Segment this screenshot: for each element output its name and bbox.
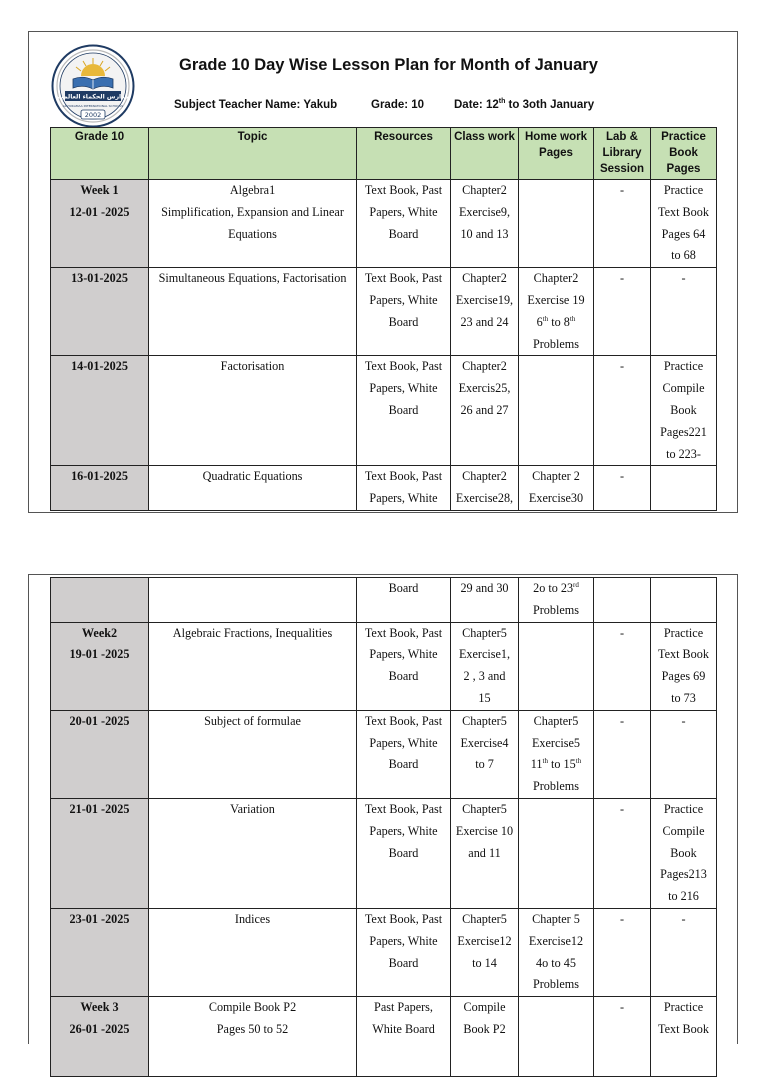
cell-line: Exercise1, xyxy=(458,647,511,662)
cell-line: Indices xyxy=(234,911,271,926)
cell-line: Chapter5 xyxy=(462,713,507,728)
lesson-plan-table-page-2 xyxy=(50,577,717,1077)
cell-line: 2o to 23rd xyxy=(533,580,579,595)
cell-line: Problems xyxy=(532,977,580,992)
cell-line: 26-01 -2025 xyxy=(69,1021,130,1036)
resources-cell xyxy=(357,356,451,466)
cell-line: Exercise4 xyxy=(460,735,509,750)
cell-line: Chapter2 xyxy=(462,271,507,286)
table-row xyxy=(51,710,717,798)
cell-line: - xyxy=(619,911,625,926)
classwork-cell xyxy=(451,908,519,996)
week-date-cell xyxy=(51,798,149,908)
cell-line: Text Book xyxy=(658,1021,709,1036)
lab-library-cell xyxy=(594,908,651,996)
cell-line: Chapter2 xyxy=(462,469,507,484)
cell-line: Exercise 10 xyxy=(455,823,514,838)
practice-book-cell xyxy=(651,268,717,356)
table-header-row xyxy=(51,128,717,180)
cell-line: Board xyxy=(388,845,419,860)
logo-arabic-text: مدارس الحكماء العالمية xyxy=(57,93,129,101)
table-row xyxy=(51,356,717,466)
cell-line: Papers, White xyxy=(369,491,438,506)
cell-line: Week 3 xyxy=(80,1000,119,1015)
column-header-topic: Topic xyxy=(149,128,357,180)
column-header-grade: Grade 10 xyxy=(51,128,149,180)
table-row xyxy=(51,578,717,623)
resources-cell xyxy=(357,466,451,511)
resources-cell xyxy=(357,908,451,996)
cell-line: Papers, White xyxy=(369,204,438,219)
cell-line: Pages221 xyxy=(660,424,707,439)
resources-cell xyxy=(357,798,451,908)
cell-line: Problems xyxy=(532,779,580,794)
logo-english-text: AL HUKAMAA INTERNATIONAL SCHOOLS xyxy=(62,104,124,108)
cell-line: 13-01-2025 xyxy=(71,271,128,286)
cell-line: 10 and 13 xyxy=(460,226,509,241)
cell-line: Text Book, Past xyxy=(364,625,443,640)
cell-line: Book xyxy=(670,845,697,860)
lesson-plan-title: Grade 10 Day Wise Lesson Plan for Month of January xyxy=(179,56,598,74)
cell-line: Papers, White xyxy=(369,647,438,662)
resources-cell xyxy=(357,997,451,1077)
topic-cell xyxy=(149,466,357,511)
cell-line: Chapter5 xyxy=(533,713,579,728)
practice-book-cell xyxy=(651,622,717,710)
lab-library-cell xyxy=(594,798,651,908)
cell-line: 19-01 -2025 xyxy=(69,647,130,662)
table-row xyxy=(51,908,717,996)
resources-cell xyxy=(357,578,451,623)
table-row xyxy=(51,798,717,908)
cell-line: Exercise9, xyxy=(458,204,511,219)
cell-line: Compile Book P2 xyxy=(208,1000,297,1015)
cell-line: Papers, White xyxy=(369,292,438,307)
cell-line: Past Papers, xyxy=(374,1000,433,1015)
cell-line: Papers, White xyxy=(369,933,438,948)
cell-line: Exercise 19 xyxy=(527,292,585,307)
cell-line: Text Book, Past xyxy=(364,359,443,374)
cell-line: - xyxy=(619,359,625,374)
cell-line: Exercise30 xyxy=(528,491,584,506)
column-header-resources: Resources xyxy=(357,128,451,180)
practice-book-cell xyxy=(651,180,717,268)
cell-line: Board xyxy=(388,757,419,772)
cell-line: Simultaneous Equations, Factorisation xyxy=(158,271,347,286)
cell-line: Text Book xyxy=(658,647,709,662)
cell-line: 26 and 27 xyxy=(460,402,509,417)
cell-line: Subject of formulae xyxy=(204,713,301,728)
week-date-cell xyxy=(51,710,149,798)
lab-library-cell xyxy=(594,268,651,356)
topic-cell xyxy=(149,997,357,1077)
logo-year: 2002 xyxy=(84,111,102,119)
homework-cell xyxy=(519,710,594,798)
practice-book-cell xyxy=(651,908,717,996)
cell-line: Chapter5 xyxy=(462,911,507,926)
cell-line: Text Book, Past xyxy=(364,911,443,926)
cell-line: White Board xyxy=(372,1021,435,1036)
cell-line: Practice xyxy=(663,359,704,374)
week-date-cell xyxy=(51,997,149,1077)
cell-line: Chapter2 xyxy=(462,183,507,197)
cell-line: Compile xyxy=(463,1000,506,1015)
table-row xyxy=(51,997,717,1077)
cell-line: 16-01-2025 xyxy=(71,469,128,484)
classwork-cell xyxy=(451,798,519,908)
topic-cell xyxy=(149,908,357,996)
cell-line: Exercise12 xyxy=(457,933,512,948)
classwork-cell xyxy=(451,997,519,1077)
cell-line: Week 1 xyxy=(80,183,119,197)
cell-line: 12-01 -2025 xyxy=(69,204,130,219)
cell-line: 20-01 -2025 xyxy=(69,713,130,728)
cell-line: Algebra1 xyxy=(229,183,276,197)
cell-line: to 68 xyxy=(671,248,696,263)
lab-library-cell xyxy=(594,180,651,268)
resources-cell xyxy=(357,710,451,798)
cell-line: Chapter2 xyxy=(533,271,579,286)
date-superscript: th xyxy=(498,98,506,106)
homework-cell xyxy=(519,180,594,268)
week-date-cell xyxy=(51,268,149,356)
classwork-cell xyxy=(451,180,519,268)
cell-line: to 216 xyxy=(668,889,699,904)
cell-line: - xyxy=(619,183,625,197)
cell-line: Algebraic Fractions, Inequalities xyxy=(172,625,333,640)
cell-line: Papers, White xyxy=(369,381,438,396)
lab-library-cell xyxy=(594,466,651,511)
cell-line: - xyxy=(619,713,625,728)
cell-line: Pages 69 xyxy=(661,669,706,684)
cell-line: Exercise5 xyxy=(531,735,581,750)
cell-line: Practice xyxy=(663,1000,704,1015)
cell-line: 6th to 8th xyxy=(536,314,576,329)
cell-line: Practice xyxy=(663,625,704,640)
cell-line: Text Book, Past xyxy=(364,271,443,286)
week-date-cell xyxy=(51,622,149,710)
column-header-practice-book: Practice Book Pages xyxy=(651,128,717,180)
practice-book-cell xyxy=(651,798,717,908)
cell-line: Chapter5 xyxy=(462,625,507,640)
lab-library-cell xyxy=(594,710,651,798)
topic-cell xyxy=(149,180,357,268)
lesson-plan-table-page-1 xyxy=(50,127,717,511)
cell-line: Practice xyxy=(663,801,704,816)
homework-cell xyxy=(519,578,594,623)
cell-line: 2 , 3 and xyxy=(463,669,506,684)
cell-line: Problems xyxy=(532,602,580,617)
cell-line: 14-01-2025 xyxy=(71,359,128,374)
homework-cell xyxy=(519,908,594,996)
cell-line: - xyxy=(619,271,625,286)
homework-cell xyxy=(519,268,594,356)
cell-line: Text Book, Past xyxy=(364,713,443,728)
cell-line: Board xyxy=(388,669,419,684)
cell-line: Chapter5 xyxy=(462,801,507,816)
resources-cell xyxy=(357,180,451,268)
date-suffix: to 3oth January xyxy=(505,99,595,111)
cell-line: Papers, White xyxy=(369,735,438,750)
cell-line: 21-01 -2025 xyxy=(69,801,130,816)
table-row xyxy=(51,466,717,511)
lab-library-cell xyxy=(594,997,651,1077)
cell-line: Week2 xyxy=(81,625,118,640)
cell-line: - xyxy=(619,625,625,640)
homework-cell xyxy=(519,622,594,710)
cell-line: 29 and 30 xyxy=(460,581,509,595)
school-logo xyxy=(51,44,135,128)
cell-line: Exercise28, xyxy=(455,491,514,506)
document-page-1 xyxy=(28,31,738,513)
classwork-cell xyxy=(451,268,519,356)
week-date-cell xyxy=(51,356,149,466)
cell-line: Board xyxy=(388,581,419,595)
classwork-cell xyxy=(451,710,519,798)
topic-cell xyxy=(149,578,357,623)
cell-line: Quadratic Equations xyxy=(202,469,303,484)
table-row xyxy=(51,268,717,356)
column-header-lab-library: Lab & Library Session xyxy=(594,128,651,180)
cell-line: Chapter2 xyxy=(462,359,507,374)
lab-library-cell xyxy=(594,356,651,466)
cell-line: Variation xyxy=(230,801,275,816)
week-date-cell xyxy=(51,908,149,996)
cell-line: and 11 xyxy=(468,845,501,860)
practice-book-cell xyxy=(651,356,717,466)
date-prefix: Date: 12 xyxy=(454,99,499,111)
cell-line: Text Book xyxy=(658,204,709,219)
cell-line: - xyxy=(681,911,686,926)
cell-line: 23-01 -2025 xyxy=(69,911,130,926)
cell-line: Exercise19, xyxy=(455,292,514,307)
cell-line: Practice xyxy=(663,183,704,197)
cell-line: - xyxy=(619,1000,625,1015)
week-date-cell xyxy=(51,466,149,511)
week-date-cell xyxy=(51,578,149,623)
subject-teacher-name: Subject Teacher Name: Yakub xyxy=(174,99,338,111)
homework-cell xyxy=(519,466,594,511)
topic-cell xyxy=(149,798,357,908)
cell-line: Text Book, Past xyxy=(364,801,443,816)
practice-book-cell xyxy=(651,578,717,623)
resources-cell xyxy=(357,622,451,710)
document-page-2 xyxy=(28,574,738,1044)
classwork-cell xyxy=(451,622,519,710)
column-header-class-work: Class work xyxy=(451,128,519,180)
practice-book-cell xyxy=(651,466,717,511)
classwork-cell xyxy=(451,356,519,466)
week-date-cell xyxy=(51,180,149,268)
cell-line: Exercise12 xyxy=(528,933,584,948)
date-range xyxy=(454,99,594,111)
cell-line: 15 xyxy=(478,690,491,705)
resources-cell xyxy=(357,268,451,356)
cell-line: Compile xyxy=(662,381,705,396)
cell-line: to 223- xyxy=(666,446,701,461)
homework-cell xyxy=(519,356,594,466)
lab-library-cell xyxy=(594,578,651,623)
topic-cell xyxy=(149,710,357,798)
cell-line: 4o to 45 xyxy=(536,955,576,970)
cell-line: to 7 xyxy=(475,757,494,772)
topic-cell xyxy=(149,356,357,466)
practice-book-cell xyxy=(651,710,717,798)
cell-line: Board xyxy=(388,402,419,417)
cell-line: Text Book, Past xyxy=(364,469,443,484)
cell-line: Book xyxy=(670,402,697,417)
cell-line: - xyxy=(619,469,625,484)
classwork-cell xyxy=(451,578,519,623)
cell-line: Equations xyxy=(228,226,277,241)
homework-cell xyxy=(519,997,594,1077)
topic-cell xyxy=(149,622,357,710)
page-gap xyxy=(0,514,768,573)
column-header-home-work: Home work Pages xyxy=(519,128,594,180)
cell-line: Pages 64 xyxy=(661,226,706,241)
cell-line: Pages213 xyxy=(660,867,707,882)
classwork-cell xyxy=(451,466,519,511)
lab-library-cell xyxy=(594,622,651,710)
cell-line: Problems xyxy=(532,336,580,351)
cell-line: to 73 xyxy=(671,690,696,705)
cell-line: Pages 50 to 52 xyxy=(216,1021,289,1036)
cell-line: - xyxy=(619,801,625,816)
cell-line: - xyxy=(681,271,686,286)
cell-line: Chapter 5 xyxy=(532,911,580,926)
cell-line: 23 and 24 xyxy=(460,314,509,329)
cell-line: 11th to 15th xyxy=(530,757,582,772)
cell-line: - xyxy=(681,713,686,728)
cell-line: to 14 xyxy=(472,955,497,970)
cell-line: Exercis25, xyxy=(458,381,511,396)
cell-line: Chapter 2 xyxy=(532,469,580,484)
cell-line: Compile xyxy=(662,823,705,838)
practice-book-cell xyxy=(651,997,717,1077)
cell-line: Simplification, Expansion and Linear xyxy=(161,204,344,219)
cell-line: Board xyxy=(388,226,419,241)
grade-label: Grade: 10 xyxy=(371,99,425,111)
cell-line: Board xyxy=(388,955,419,970)
cell-line: Factorisation xyxy=(220,359,285,374)
table-row xyxy=(51,622,717,710)
cell-line: Board xyxy=(388,314,419,329)
homework-cell xyxy=(519,798,594,908)
cell-line: Text Book, Past xyxy=(364,183,443,197)
topic-cell xyxy=(149,268,357,356)
cell-line: Book P2 xyxy=(463,1021,506,1036)
cell-line: Papers, White xyxy=(369,823,438,838)
table-row xyxy=(51,180,717,268)
